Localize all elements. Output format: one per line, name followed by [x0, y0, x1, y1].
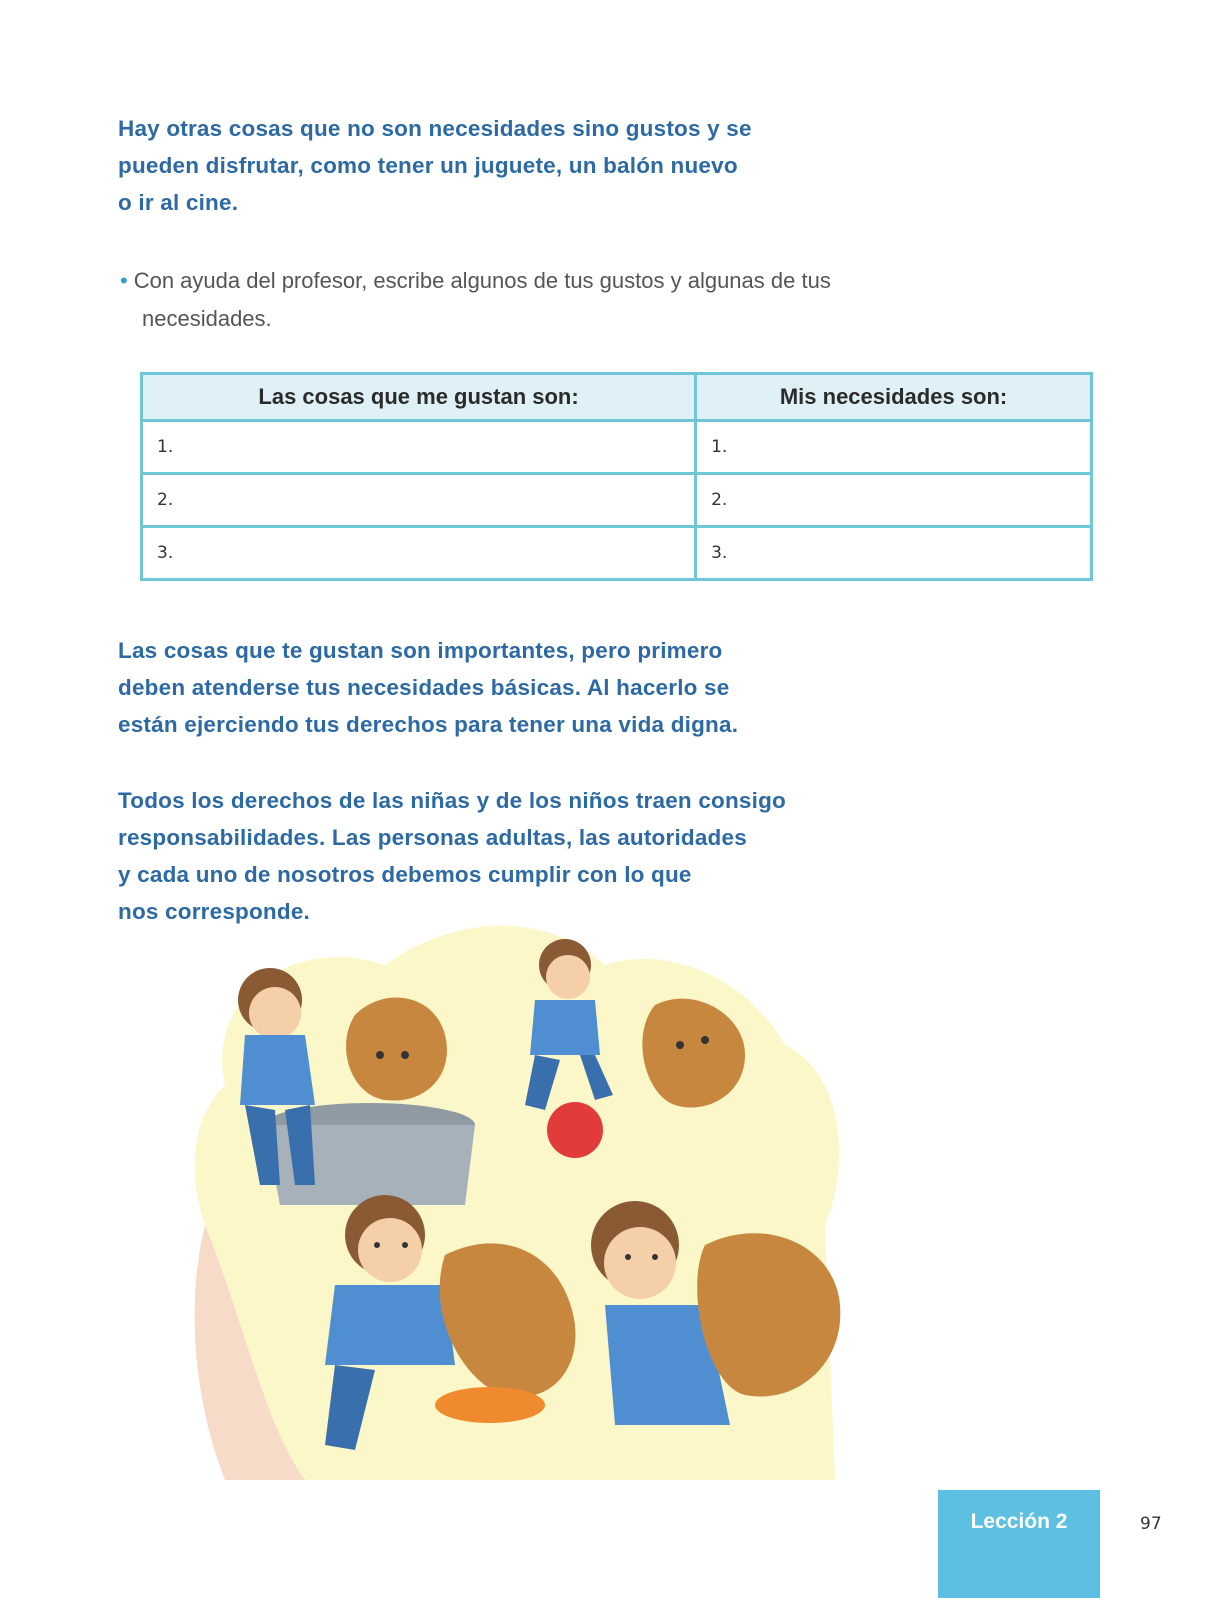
boy-caring-for-dog-illustration: [185, 905, 850, 1480]
needs-cell-1[interactable]: 1.: [696, 421, 1092, 474]
lesson-tab: [938, 1490, 1100, 1598]
header-needs: Mis necesidades son:: [696, 374, 1092, 421]
rights-line-3: y cada uno de nosotros debemos cumplir con lo que: [118, 862, 692, 887]
needs-paragraph: [118, 632, 918, 743]
table-row: [142, 474, 1092, 527]
intro-paragraph: [118, 110, 898, 221]
likes-cell-3[interactable]: 3.: [142, 527, 696, 580]
table-header-row: [142, 374, 1092, 421]
likes-cell-2[interactable]: 2.: [142, 474, 696, 527]
bullet-icon: •: [120, 268, 128, 293]
needs-cell-3[interactable]: 3.: [696, 527, 1092, 580]
needs-cell-2[interactable]: 2.: [696, 474, 1092, 527]
needs-line-3: están ejerciendo tus derechos para tener una vida digna.: [118, 712, 739, 737]
rights-line-4: nos corresponde.: [118, 899, 310, 924]
likes-cell-1[interactable]: 1.: [142, 421, 696, 474]
intro-line-3: o ir al cine.: [118, 190, 239, 215]
intro-line-1: Hay otras cosas que no son necesidades sino gustos y se: [118, 116, 752, 141]
needs-line-1: Las cosas que te gustan son importantes, pero primero: [118, 638, 723, 663]
table-row: [142, 421, 1092, 474]
lesson-label: Lección 2: [970, 1510, 1068, 1533]
likes-needs-table: [140, 372, 1093, 581]
intro-line-2: pueden disfrutar, como tener un juguete, un balón nuevo: [118, 153, 738, 178]
header-likes: Las cosas que me gustan son:: [142, 374, 696, 421]
activity-instruction: [120, 262, 1020, 338]
activity-line-2: necesidades.: [142, 306, 272, 331]
needs-line-2: deben atenderse tus necesidades básicas. Al hacerlo se: [118, 675, 730, 700]
rights-line-2: responsabilidades. Las personas adultas, las autoridades: [118, 825, 747, 850]
activity-line-1: Con ayuda del profesor, escribe algunos de tus gustos y algunas de tus: [133, 268, 831, 293]
rights-line-1: Todos los derechos de las niñas y de los niños traen consigo: [118, 788, 786, 813]
page-number: 97: [1140, 1514, 1162, 1534]
table-row: [142, 527, 1092, 580]
